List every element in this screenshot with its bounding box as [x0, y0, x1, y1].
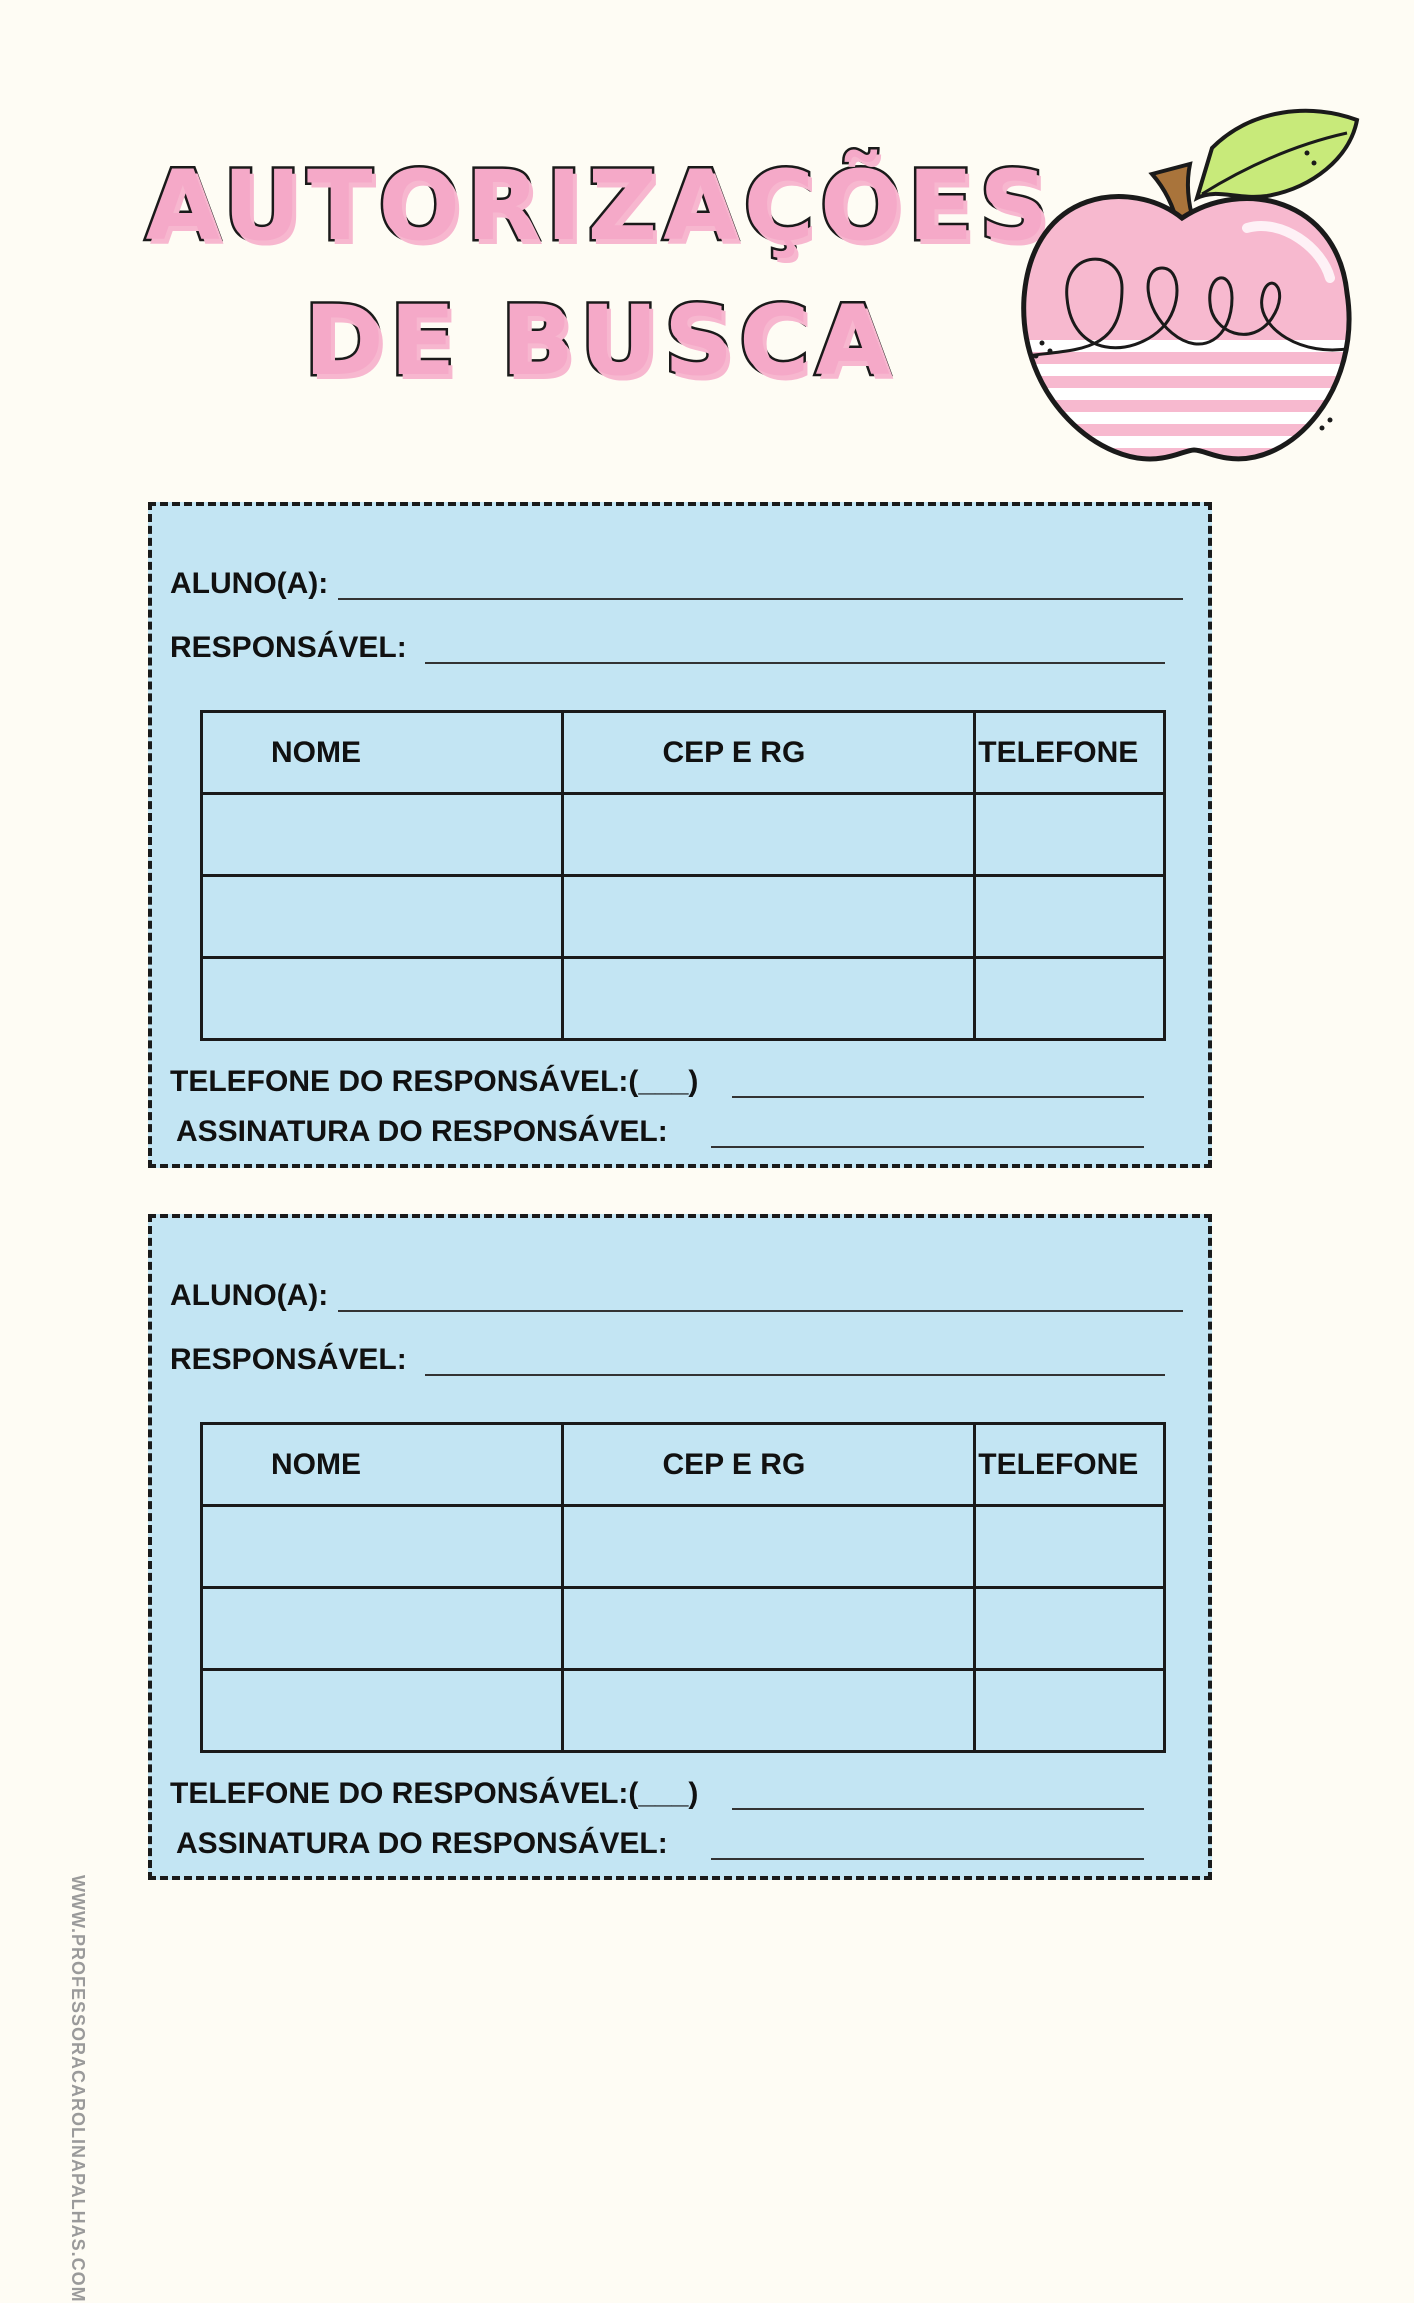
- website-url: WWW.PROFESSORACAROLINAPALHAS.COM: [68, 1875, 88, 2303]
- responsavel-blank-line[interactable]: [425, 1374, 1165, 1376]
- aluno-blank-line[interactable]: [338, 1310, 1183, 1312]
- aluno-label: ALUNO(A):: [170, 1279, 329, 1312]
- aluno-field[interactable]: [170, 1278, 328, 1314]
- assinatura-label: ASSINATURA DO RESPONSÁVEL:: [176, 1827, 668, 1860]
- responsavel-label: RESPONSÁVEL:: [170, 1343, 407, 1376]
- telefone-responsavel-label: TELEFONE DO RESPONSÁVEL:(___): [170, 1065, 699, 1098]
- table-cell[interactable]: [975, 1670, 1165, 1752]
- table-cell[interactable]: [202, 1670, 563, 1752]
- telefone-responsavel-label: TELEFONE DO RESPONSÁVEL:(___): [170, 1777, 699, 1810]
- table-cell[interactable]: [202, 794, 563, 876]
- aluno-blank-line[interactable]: [338, 598, 1183, 600]
- aluno-label: ALUNO(A):: [170, 567, 329, 600]
- assinatura-label: ASSINATURA DO RESPONSÁVEL:: [176, 1115, 668, 1148]
- table-row: [202, 1506, 1165, 1588]
- column-header-nome: NOME: [202, 712, 563, 794]
- responsavel-label: RESPONSÁVEL:: [170, 631, 407, 664]
- telefone-responsavel-field[interactable]: [170, 1064, 698, 1100]
- responsavel-blank-line[interactable]: [425, 662, 1165, 664]
- table-row: [202, 958, 1165, 1040]
- authorization-form-1: [148, 502, 1212, 1168]
- telefone-blank-line[interactable]: [732, 1808, 1144, 1810]
- table-cell[interactable]: [975, 876, 1165, 958]
- apple-icon: [1012, 108, 1362, 478]
- table-header-row: [202, 1424, 1165, 1506]
- table-cell[interactable]: [563, 876, 975, 958]
- telefone-responsavel-field[interactable]: [170, 1776, 698, 1812]
- column-header-telefone: TELEFONE: [975, 1424, 1165, 1506]
- table-cell[interactable]: [563, 794, 975, 876]
- table-cell[interactable]: [202, 958, 563, 1040]
- assinatura-field[interactable]: [176, 1826, 668, 1862]
- pickup-persons-table: [200, 1422, 1166, 1753]
- responsavel-field[interactable]: [170, 630, 407, 666]
- table-cell[interactable]: [202, 876, 563, 958]
- page-title-line-1: AUTORIZAÇÕES: [145, 150, 1055, 262]
- column-header-telefone: TELEFONE: [975, 712, 1165, 794]
- table-cell[interactable]: [975, 1588, 1165, 1670]
- table-cell[interactable]: [563, 1588, 975, 1670]
- table-row: [202, 1670, 1165, 1752]
- column-header-nome: NOME: [202, 1424, 563, 1506]
- page-title-line-2: DE BUSCA: [304, 285, 896, 397]
- table-header-row: [202, 712, 1165, 794]
- responsavel-field[interactable]: [170, 1342, 407, 1378]
- table-row: [202, 876, 1165, 958]
- assinatura-blank-line[interactable]: [711, 1146, 1144, 1148]
- table-cell[interactable]: [563, 958, 975, 1040]
- column-header-cep-rg: CEP E RG: [563, 1424, 975, 1506]
- table-cell[interactable]: [975, 794, 1165, 876]
- table-cell[interactable]: [563, 1506, 975, 1588]
- table-cell[interactable]: [202, 1506, 563, 1588]
- assinatura-blank-line[interactable]: [711, 1858, 1144, 1860]
- table-cell[interactable]: [563, 1670, 975, 1752]
- pickup-persons-table: [200, 710, 1166, 1041]
- table-cell[interactable]: [975, 958, 1165, 1040]
- authorization-form-2: [148, 1214, 1212, 1880]
- column-header-cep-rg: CEP E RG: [563, 712, 975, 794]
- table-row: [202, 1588, 1165, 1670]
- assinatura-field[interactable]: [176, 1114, 668, 1150]
- telefone-blank-line[interactable]: [732, 1096, 1144, 1098]
- table-cell[interactable]: [202, 1588, 563, 1670]
- table-cell[interactable]: [975, 1506, 1165, 1588]
- table-row: [202, 794, 1165, 876]
- aluno-field[interactable]: [170, 566, 328, 602]
